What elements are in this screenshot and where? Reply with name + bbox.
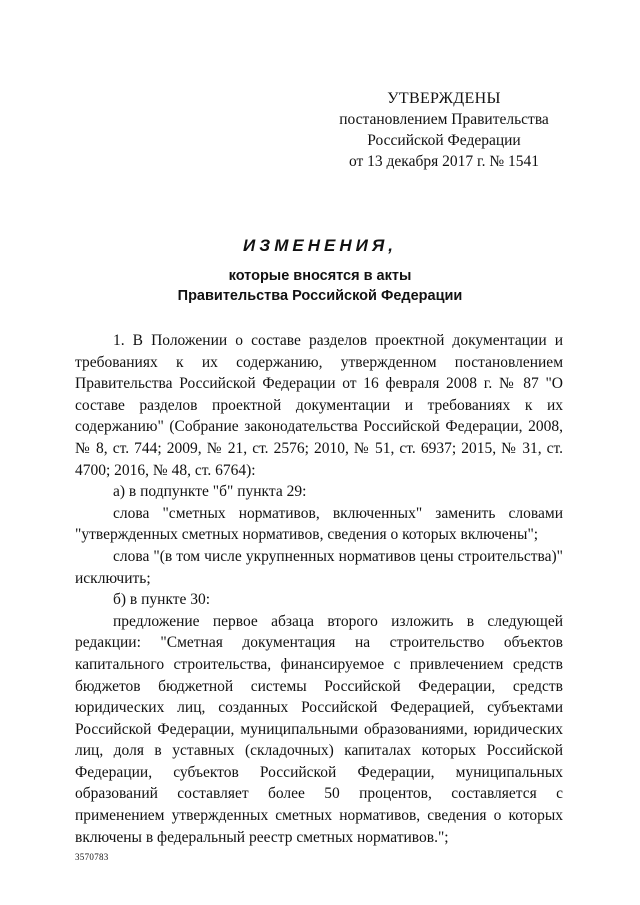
document-title: ИЗМЕНЕНИЯ, — [243, 236, 397, 255]
paragraph-4: слова "(в том числе укрупненных нормативов цены строительства)" исключить; — [75, 547, 563, 587]
document-subtitle-line-2: Правительства Российской Федерации — [177, 288, 463, 304]
document-heading — [60, 236, 580, 306]
approval-stamp — [320, 88, 568, 172]
approval-line-decree: постановлением Правительства — [339, 111, 549, 128]
approval-line-government: Российской Федерации — [367, 132, 521, 149]
approval-heading: УТВЕРЖДЕНЫ — [387, 90, 501, 107]
paragraph-2: а) в подпункте "б" пункта 29: — [113, 483, 307, 501]
paragraph-3: слова "сметных нормативов, включенных" заменить словами "утвержденных сметных нормативов, сведения о которых включены"; — [75, 504, 563, 544]
document-id: 3570783 — [75, 852, 109, 862]
paragraph-5: б) в пункте 30: — [113, 591, 211, 609]
approval-line-date-number: от 13 декабря 2017 г. № 1541 — [348, 153, 540, 170]
document-body — [75, 330, 563, 848]
paragraph-1: 1. В Положении о составе разделов проектной документации и требованиях к их содержанию, утвержденном постановлением Правительства Российской Федерации от 16 февраля 2008 г. № 87 "О составе разделов проектной документации и требованиях к их содержанию" (Собрание законодательства Российской Федерации, 2008, № 8, ст. 744; 2009, № 21, ст. 2576; 2010, № 51, ст. 6937; 2015, № 31, ст. 4700; 2016, № 48, ст. 6764): — [75, 332, 563, 479]
paragraph-6: предложение первое абзаца второго изложить в следующей редакции: "Сметная документация на строительство объектов капитального строительства, финансируемое с привлечением средств бюджетов бюджетной системы Российской Федерации, средств юридических лиц, созданных Российской Федерацией, субъектами Российской Федерации, муниципальными образованиями, юридических лиц, доля в уставных (складочных) капиталах которых Российской Федерации, субъектов Российской Федерации, муниципальных образований составляет более 50 процентов, составляется с применением утвержденных сметных нормативов, сведения о которых включены в федеральный реестр сметных нормативов."; — [75, 612, 563, 846]
document-subtitle-line-1: которые вносятся в акты — [228, 268, 412, 284]
